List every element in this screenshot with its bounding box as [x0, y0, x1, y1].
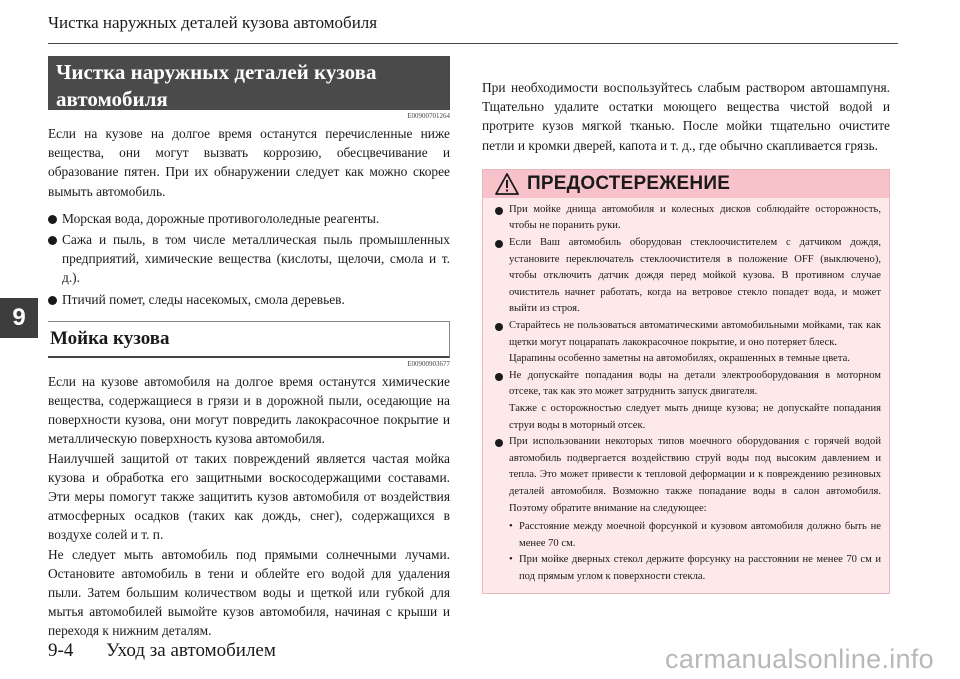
warning-item [495, 235, 881, 318]
washing-paragraph-2: Наилучшей защитой от таких повреждений является частая мойка кузова и обработка его защитными воскосодержащими составами. Эти меры помогут также защитить кузов автомобиля от воздействия атмосферных осадков (таких как дождь, снег), содержащихся в воздухе солей и т. п. [48, 450, 450, 543]
warning-text: Старайтесь не пользоваться автоматическими автомобильными мойками, так как щетки могут поцарапать лакокрасочное покрытие, и оно потеряет блеск. [509, 319, 881, 348]
warning-subitem [509, 552, 881, 585]
section-banner: Чистка наружных деталей кузова автомобиля [48, 56, 450, 110]
subsection-code: E00900903677 [407, 359, 450, 368]
page-number: 9-4 [48, 640, 74, 661]
warning-text: Не допускайте попадания воды на детали электрооборудования в моторном отсеке, так как это может затруднить запуск двигателя. [509, 369, 881, 398]
list-item-text: Морская вода, дорожные противогололедные реагенты. [62, 210, 380, 226]
sub-bullet: • [509, 521, 513, 533]
warning-text: При использовании некоторых типов моечного оборудования с горячей водой автомобиль подвергается воздействию струй воды под высоким давлением и тепла. Это может привести к тепловой деформации и к повреждению резиновых деталей автомобиля. Возможно также попадание воды в салон автомобиля. Поэтому обратите внимание на следующее: [509, 436, 881, 514]
bullet-icon [48, 296, 57, 305]
list-item-text: Птичий помет, следы насекомых, смола деревьев. [62, 291, 345, 307]
substances-list [48, 209, 450, 309]
continued-paragraph: При необходимости воспользуйтесь слабым раствором автошампуня. Тщательно удалите остатки моющего вещества чистой водой и протрите кузов мягкой тканью. После мойки тщательно очистите петли и кромки дверей, капота и т. д., где обычно скапливается грязь. [482, 80, 890, 153]
warning-subitem-text: Расстояние между моечной форсункой и кузовом автомобиля должно быть не менее 70 см. [519, 521, 881, 549]
bullet-icon [495, 240, 503, 248]
bullet-icon [495, 207, 503, 215]
bullet-icon [48, 215, 57, 224]
warning-sublist [509, 519, 881, 585]
section-code: E00900701264 [407, 112, 450, 120]
warning-list [483, 202, 889, 586]
page-header-title: Чистка наружных деталей кузова автомобиля [48, 13, 378, 32]
warning-text: При мойке днища автомобиля и колесных дисков соблюдайте осторожность, чтобы не поранить руки. [509, 203, 881, 232]
washing-paragraph-1: Если на кузове автомобиля на долгое время останутся химические вещества, содержащиеся в грязи и в дорожной пыли, оседающие на поверхности кузова, они могут повредить лакокрасочное покрытие и металлическую поверхность кузова автомобиля. [48, 373, 450, 447]
warning-item [495, 318, 881, 368]
chapter-tab: 9 [0, 298, 38, 338]
warning-title: ПРЕДОСТЕРЕЖЕНИЕ [527, 172, 731, 194]
washing-paragraph-3: Не следует мыть автомобиль под прямыми солнечными лучами. Остановите автомобиль в тени и облейте его водой для удаления пыли. Затем большим количеством воды и щеткой или губкой для мытья автомобилей вымойте кузов автомобиля, начиная с крыши и переходя к нижним деталям. [48, 546, 450, 639]
list-item-text: Сажа и пыль, в том числе металлическая пыль промышленных предприятий, химические вещества (кислоты, щелочи, смола и т. д.). [62, 232, 450, 286]
subsection-heading [48, 321, 450, 358]
footer-section: Уход за автомобилем [106, 640, 276, 661]
warning-extra-text: Также с осторожностью следует мыть днище кузова; не допускайте попадания струи воды в моторный отсек. [509, 402, 881, 431]
bullet-icon [495, 373, 503, 381]
warning-extra-text: Царапины особенно заметны на автомобилях, окрашенных в темные цвета. [509, 353, 850, 365]
bullet-icon [48, 236, 57, 245]
list-item [48, 290, 450, 309]
list-item [48, 209, 450, 228]
warning-item [495, 202, 881, 235]
page-footer [48, 640, 276, 662]
intro-paragraph: Если на кузове на долгое время останутся перечисленные ниже вещества, они могут вызвать коррозию, обесцвечивание и образование пятен. При их обнаружении следует как можно скорее вымыть автомобиль. [48, 126, 450, 199]
warning-item [495, 434, 881, 585]
sub-bullet: • [509, 554, 513, 566]
list-item [48, 230, 450, 288]
warning-header [483, 170, 889, 198]
subsection-heading-text: Мойка кузова [50, 327, 170, 349]
warning-triangle-icon [495, 173, 519, 195]
bullet-icon [495, 323, 503, 331]
warning-subitem [509, 519, 881, 552]
warning-item [495, 368, 881, 434]
header-rule [48, 43, 898, 44]
warning-box [482, 169, 890, 595]
watermark: carmanualsonline.info [665, 644, 934, 674]
left-column [48, 56, 450, 641]
warning-subitem-text: При мойке дверных стекол держите форсунку на расстоянии не менее 70 см и под прямым углом к поверхности стекла. [519, 554, 881, 582]
right-column [482, 78, 890, 594]
bullet-icon [495, 439, 503, 447]
warning-text: Если Ваш автомобиль оборудован стеклоочистителем с датчиком дождя, установите переключатель стеклоочистителя в положение OFF (выключено), чтобы отключить датчик дождя перед мойкой кузова. В противном случае очиститель начнет работать, когда на ветровое стекло попадет вода, и может выйти из строя. [509, 237, 881, 315]
